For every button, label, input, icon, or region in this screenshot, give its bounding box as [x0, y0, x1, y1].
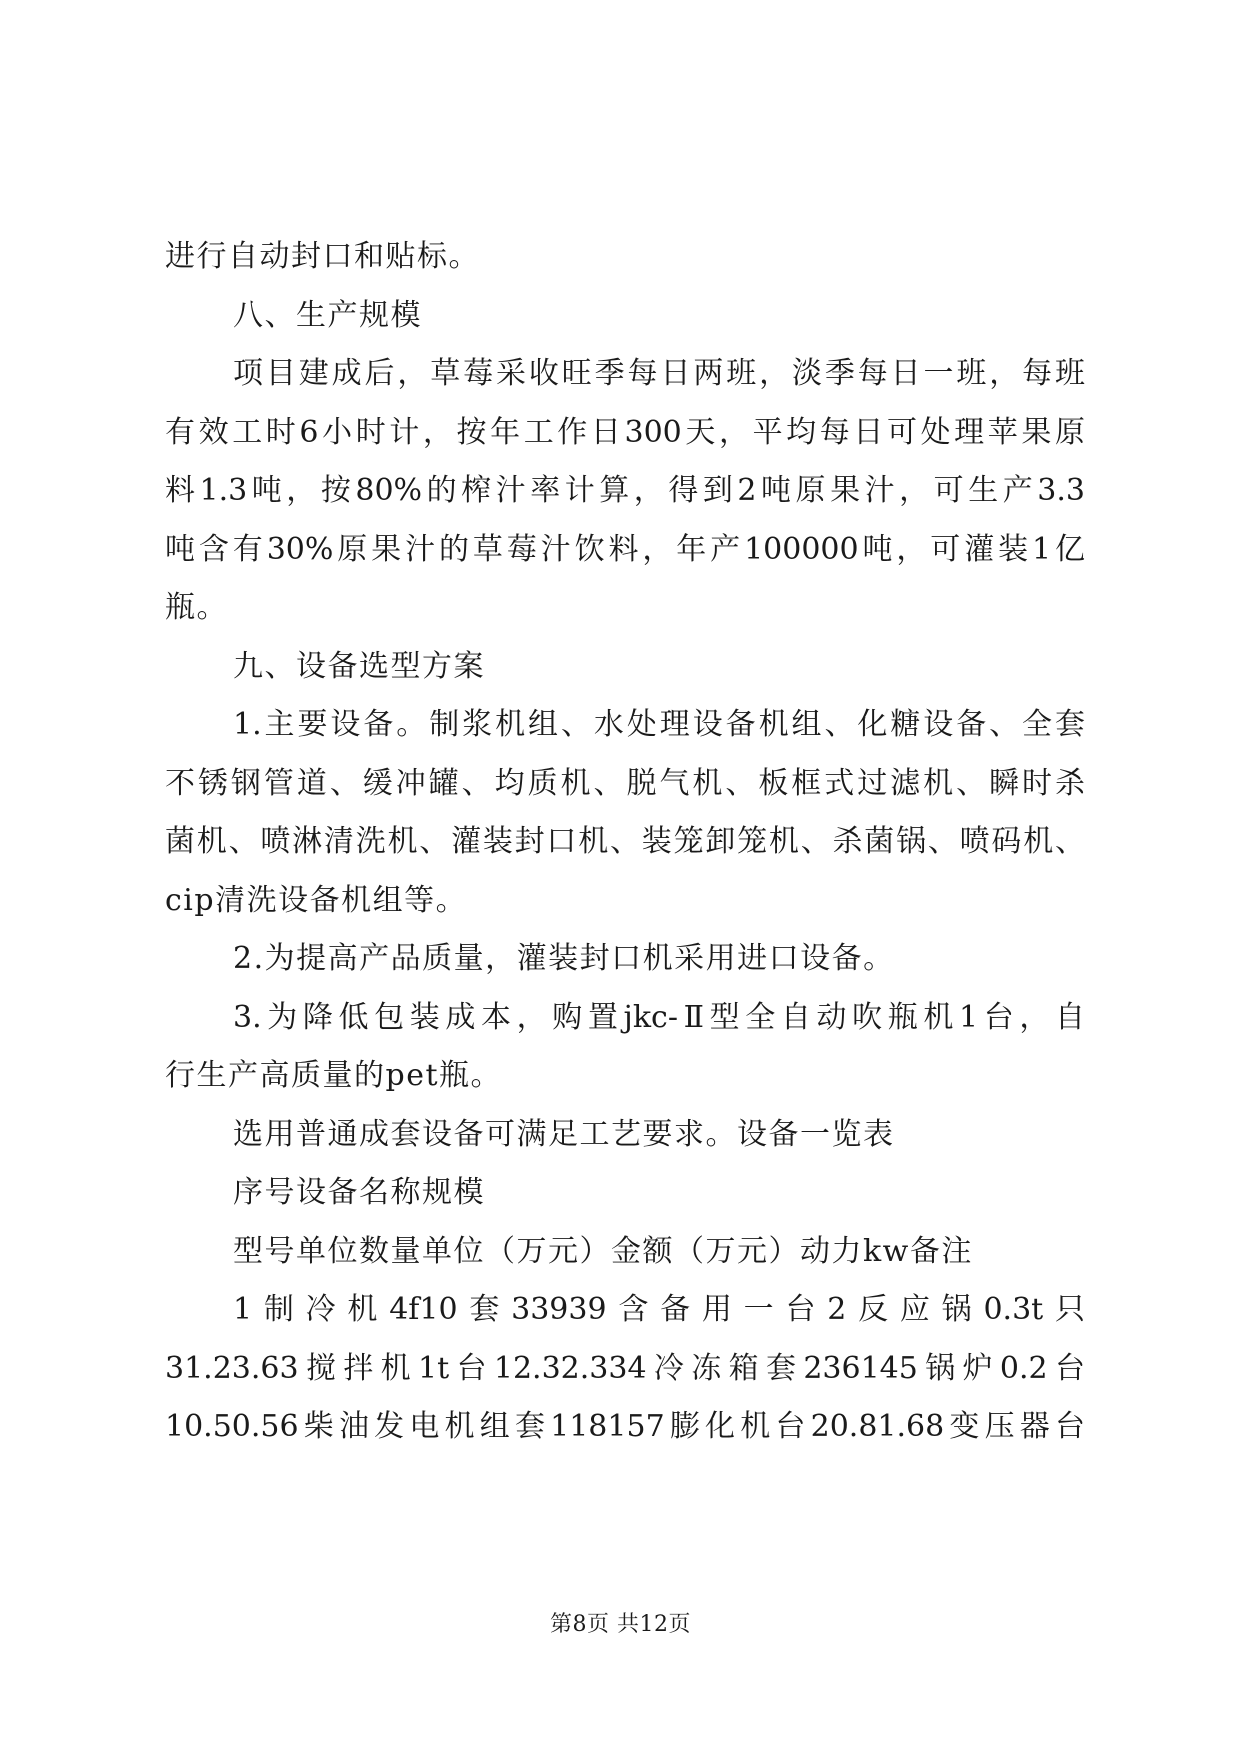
section-heading-equipment-selection: 九、设备选型方案: [233, 648, 485, 684]
body-text: [165, 228, 1085, 1457]
page-number-footer: 第8页 共12页: [550, 1612, 691, 1637]
paragraph-line: 项目建成后，草莓采收旺季每日两班，淡季每日一班，每班: [233, 356, 1085, 391]
paragraph-line: 选用普通成套设备可满足工艺要求。设备一览表: [233, 1116, 895, 1152]
paragraph-line: 菌机、喷淋清洗机、灌装封口机、装笼卸笼机、杀菌锅、喷码机、: [165, 824, 1085, 859]
paragraph-line: 吨含有30%原果汁的草莓汁饮料，年产100000吨，可灌装1亿: [165, 531, 1085, 567]
paragraph-line: cip清洗设备机组等。: [165, 882, 468, 918]
paragraph-line: 料1.3吨，按80%的榨汁率计算，得到2吨原果汁，可生产3.3: [165, 473, 1085, 508]
paragraph-line: 3.为降低包装成本，购置jkc-Ⅱ型全自动吹瓶机1台，自: [233, 999, 1085, 1035]
table-data-line: 31.23.63搅拌机1t台12.32.334冷冻箱套236145锅炉0.2台: [165, 1350, 1085, 1386]
section-heading-production-scale: 八、生产规模: [233, 297, 422, 333]
table-header-line: 序号设备名称规模: [233, 1175, 485, 1210]
paragraph-line: 1.主要设备。制浆机组、水处理设备机组、化糖设备、全套: [233, 707, 1085, 742]
paragraph-line: 瓶。: [165, 590, 228, 625]
paragraph-line: 行生产高质量的pet瓶。: [165, 1058, 503, 1093]
table-data-line: 10.50.56柴油发电机组套118157膨化机台20.81.68变压器台: [165, 1409, 1085, 1444]
paragraph-line: 进行自动封口和贴标。: [165, 239, 480, 274]
table-data-line: 1制冷机4f10套33939含备用一台2反应锅0.3t只: [233, 1292, 1085, 1327]
paragraph-line: 不锈钢管道、缓冲罐、均质机、脱气机、板框式过滤机、瞬时杀: [165, 765, 1085, 801]
paragraph-line: 2.为提高产品质量，灌装封口机采用进口设备。: [233, 941, 895, 976]
table-header-line: 型号单位数量单位（万元）金额（万元）动力kw备注: [233, 1233, 973, 1269]
paragraph-line: 有效工时6小时计，按年工作日300天，平均每日可处理苹果原: [165, 414, 1085, 450]
